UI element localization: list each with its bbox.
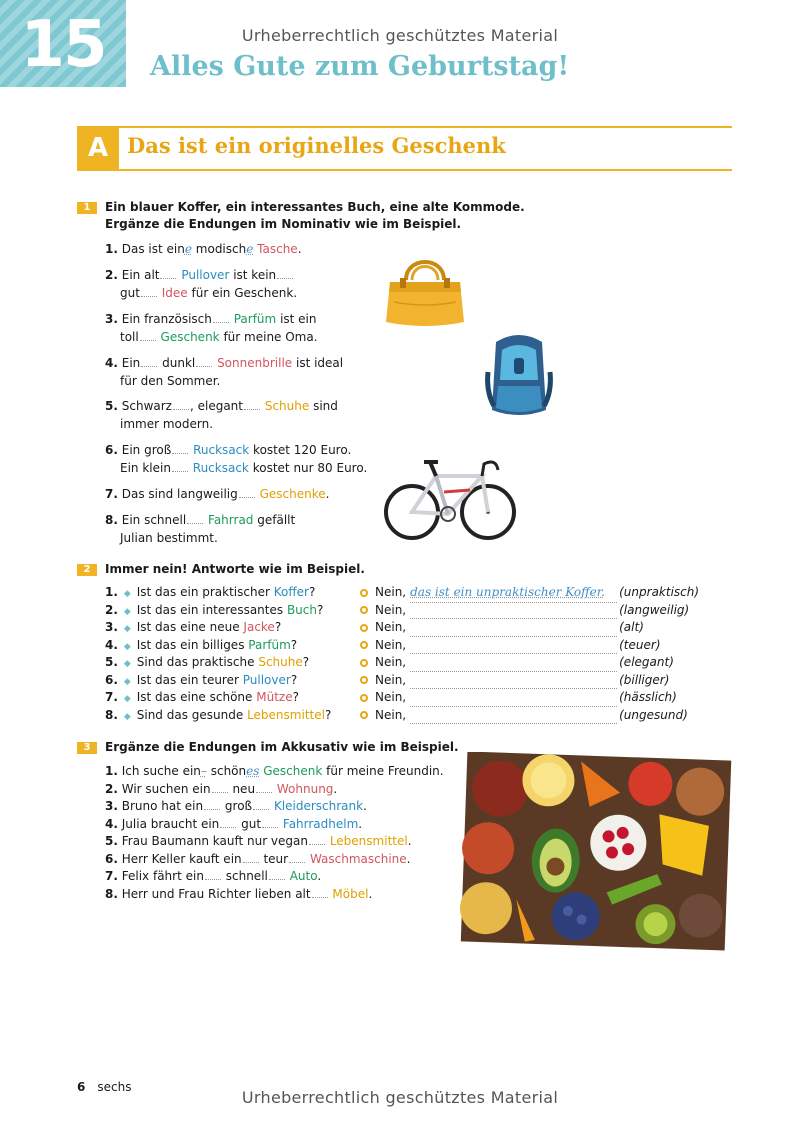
item-text: für meine Freundin. (326, 764, 444, 778)
ending-gap[interactable] (141, 287, 157, 297)
circle-bullet-icon (360, 659, 368, 667)
section-title: Das ist ein originelles Geschenk (127, 133, 506, 158)
item-text: . (358, 816, 363, 831)
item-text: gut (120, 286, 140, 300)
item-number: 2. (105, 781, 118, 796)
item-text: kostet 120 Euro. (253, 443, 352, 457)
item-text: . (406, 851, 411, 866)
exercise-1-number: 1 (77, 202, 97, 214)
question-text: Ist das ein teurer (136, 672, 239, 687)
ending-gap[interactable] (220, 818, 236, 828)
answer-hint: (elegant) (619, 655, 674, 669)
watermark-bottom: Urheberrechtlich geschütztes Material (241, 1088, 559, 1107)
item-noun: Auto (289, 869, 318, 883)
item-text: für meine Oma. (223, 330, 318, 344)
item-number: 3. (105, 312, 118, 326)
item-text: Frau Baumann kauft nur vegan (121, 834, 308, 848)
ending-gap[interactable] (141, 357, 157, 367)
row-number: 5. (105, 655, 118, 669)
question-noun: Buch (286, 602, 317, 617)
circle-bullet-icon (360, 694, 368, 702)
row-number: 6. (105, 672, 118, 687)
item-text: Herr Keller kauft ein (121, 851, 242, 866)
exercise-1-heading (105, 199, 525, 233)
item-text: Felix fährt ein (121, 869, 204, 883)
answer-line[interactable] (410, 607, 617, 619)
item-text: Schwarz (121, 399, 172, 413)
backpack-image (484, 332, 554, 418)
item-text: . (325, 487, 330, 501)
item-text: für ein Geschenk. (191, 286, 298, 300)
food-photo (458, 752, 734, 952)
section-rule-bottom (77, 169, 732, 171)
diamond-bullet-icon: ◆ (123, 659, 131, 669)
circle-bullet-icon (360, 676, 368, 684)
ending-gap[interactable] (213, 313, 229, 323)
ending-gap[interactable] (239, 488, 255, 498)
question-row: 2. ◆ Ist das ein interessantes Buch? (105, 602, 323, 622)
ending-gap[interactable] (256, 783, 272, 793)
exercise-2-heading: Immer nein! Antworte wie im Beispiel. (105, 562, 365, 576)
item-number: 6. (105, 443, 118, 457)
item-number: 5. (105, 834, 118, 848)
question-row: 1. ◆ Ist das ein praktischer Koffer? (105, 584, 315, 604)
answer-line[interactable] (410, 660, 617, 672)
question-row: 6. ◆ Ist das ein teurer Pullover? (105, 672, 297, 692)
item-noun: Möbel (332, 886, 369, 901)
item-text: . (297, 242, 302, 256)
answer-prefix: Nein, (375, 620, 407, 634)
answer-hint: (langweilig) (619, 602, 690, 617)
item-number: 5. (105, 399, 118, 413)
row-number: 8. (105, 707, 118, 722)
example-fill[interactable]: – (200, 764, 207, 778)
ex3-item-3 (105, 797, 367, 815)
question-row: 3. ◆ Ist das eine neue Jacke? (105, 619, 281, 639)
answer-hint: (billiger) (619, 672, 670, 687)
item-text: Wir suchen ein (121, 781, 211, 796)
item-number: 3. (105, 799, 118, 813)
item-noun: Geschenk (160, 330, 220, 344)
question-text: Ist das eine neue (136, 620, 240, 634)
bicycle-image (384, 452, 516, 544)
item-text: . (407, 834, 412, 848)
item-number: 8. (105, 886, 118, 901)
ex1-item-5 (105, 397, 338, 433)
item-text: für den Sommer. (120, 374, 221, 388)
ending-gap[interactable] (160, 269, 176, 279)
item-text: ist kein (233, 268, 277, 282)
item-text: Ein alt (121, 268, 160, 282)
item-noun: Tasche (257, 242, 298, 256)
item-noun: Lebensmittel (329, 834, 408, 848)
item-text: Ein französisch (121, 312, 212, 326)
question-noun: Parfüm (248, 637, 291, 652)
ending-gap[interactable] (172, 462, 188, 472)
item-text: , elegant (189, 399, 243, 413)
exercise-3-heading: Ergänze die Endungen im Akkusativ wie im Beispiel. (105, 740, 459, 754)
watermark-top: Urheberrechtlich geschütztes Material (241, 26, 559, 45)
row-number: 1. (105, 585, 118, 599)
item-noun: Waschmaschine (309, 851, 407, 866)
item-text: . (368, 886, 373, 901)
item-text: Bruno hat ein (121, 799, 204, 813)
circle-bullet-icon (360, 589, 368, 597)
diamond-bullet-icon: ◆ (123, 711, 131, 722)
ending-gap[interactable] (289, 853, 305, 863)
ex3-item-2 (105, 780, 337, 798)
question-text: Sind das gesunde (136, 707, 244, 722)
diamond-bullet-icon: ◆ (123, 641, 131, 652)
item-text: Herr und Frau Richter lieben alt (121, 886, 311, 901)
ex1-item-6 (105, 441, 367, 477)
answer-row (360, 619, 644, 637)
item-number: 1. (105, 764, 118, 778)
ex1-item-7 (105, 485, 329, 503)
item-text: Das sind langweilig (121, 487, 238, 501)
ending-gap[interactable] (140, 331, 156, 341)
chapter-number: 15 (20, 8, 106, 82)
ex1-item-2 (105, 266, 297, 302)
circle-bullet-icon (360, 711, 368, 719)
item-text: modisch (195, 242, 247, 256)
example-answer[interactable]: das ist ein unpraktischer Koffer. (410, 584, 617, 603)
item-text: . (363, 799, 367, 813)
item-text: ist ideal (295, 356, 344, 370)
example-fill[interactable]: e (246, 242, 254, 256)
item-text: Julia braucht ein (121, 816, 220, 831)
row-number: 4. (105, 637, 118, 652)
answer-prefix: Nein, (375, 637, 407, 652)
answer-hint: (hässlich) (619, 690, 677, 704)
item-noun: Geschenk (263, 764, 323, 778)
example-fill[interactable]: es (246, 764, 260, 778)
row-number: 2. (105, 602, 118, 617)
answer-prefix: Nein, (375, 707, 407, 722)
question-text: Ist das eine schöne (136, 690, 253, 704)
item-noun: Rucksack (192, 461, 249, 475)
item-noun: Fahrrad (208, 513, 254, 527)
section-rule-top (77, 126, 732, 128)
ex3-item-6 (105, 850, 411, 868)
ending-gap[interactable] (244, 400, 260, 410)
ex1-item-4 (105, 354, 343, 390)
answer-hint: (ungesund) (619, 707, 688, 722)
item-noun: Kleiderschrank (273, 799, 364, 813)
diamond-bullet-icon: ◆ (123, 589, 131, 599)
ex3-item-8 (105, 885, 372, 903)
answer-row (360, 637, 661, 655)
answer-row (360, 672, 669, 690)
item-text: schön (210, 764, 247, 778)
ending-gap[interactable] (204, 800, 220, 810)
question-text: Ist das ein interessantes (136, 602, 284, 617)
ex3-item-1 (105, 762, 444, 780)
ex1-item-3 (105, 310, 318, 346)
item-text: ist ein (280, 312, 317, 326)
exercise-1-heading-line2: Ergänze die Endungen im Nominativ wie im Beispiel. (105, 217, 462, 231)
answer-line[interactable] (410, 695, 617, 707)
answer-row (360, 707, 688, 725)
answer-prefix: Nein, (375, 690, 407, 704)
answer-row (360, 602, 689, 620)
ending-gap[interactable] (243, 853, 259, 863)
circle-bullet-icon (360, 624, 368, 632)
item-noun: Rucksack (193, 443, 250, 457)
exercise-2-number: 2 (77, 564, 97, 576)
ending-gap[interactable] (262, 818, 278, 828)
question-noun: Mütze (256, 690, 293, 704)
question-noun: Koffer (273, 585, 309, 599)
item-number: 6. (105, 851, 118, 866)
circle-bullet-icon (360, 641, 368, 649)
item-text: immer modern. (120, 417, 214, 431)
item-number: 7. (105, 869, 118, 883)
item-text: Ein klein (120, 461, 171, 475)
ex1-item-8 (105, 511, 295, 547)
item-text: Ein (121, 356, 141, 370)
handbag-image (384, 250, 466, 330)
diamond-bullet-icon: ◆ (123, 606, 131, 617)
section-letter: A (77, 127, 119, 169)
ending-gap[interactable] (196, 357, 212, 367)
ending-gap[interactable] (212, 783, 228, 793)
ending-gap[interactable] (187, 514, 203, 524)
question-text: Ist das ein praktischer (136, 585, 270, 599)
item-number: 1. (105, 242, 118, 256)
question-text: Sind das praktische (136, 655, 255, 669)
item-text: schnell (225, 869, 268, 883)
question-row: 5. ◆ Sind das praktische Schuhe? (105, 654, 309, 674)
row-number: 7. (105, 690, 118, 704)
ending-gap[interactable] (205, 870, 221, 880)
answer-row (360, 654, 674, 672)
item-text: Ein schnell (121, 513, 187, 527)
item-text: . (333, 781, 338, 796)
chapter-number-box (0, 0, 126, 87)
diamond-bullet-icon: ◆ (123, 624, 131, 634)
circle-bullet-icon (360, 606, 368, 614)
question-text: Ist das ein billiges (136, 637, 245, 652)
exercise-3-number: 3 (77, 742, 97, 754)
item-noun: Schuhe (264, 399, 310, 413)
question-row: 7. ◆ Ist das eine schöne Mütze? (105, 689, 299, 709)
item-noun: Idee (161, 286, 188, 300)
question-row: 8. ◆ Sind das gesunde Lebensmittel? (105, 707, 331, 727)
answer-prefix: Nein, (375, 585, 407, 599)
question-noun: Lebensmittel (247, 707, 325, 722)
item-text: sind (313, 399, 338, 413)
row-number: 3. (105, 620, 118, 634)
item-noun: Wohnung (276, 781, 334, 796)
item-text: Ich suche ein (121, 764, 201, 778)
item-text: dunkl (162, 356, 196, 370)
item-text: . (317, 869, 322, 883)
page-number: 6 (77, 1080, 86, 1094)
ex3-item-7 (105, 867, 321, 885)
item-noun: Parfüm (233, 312, 277, 326)
answer-line[interactable] (410, 625, 617, 637)
ending-gap[interactable] (172, 444, 188, 454)
ending-gap[interactable] (269, 870, 285, 880)
item-text: Julian bestimmt. (120, 531, 218, 545)
item-text: gefällt (257, 513, 296, 527)
item-text: teur (263, 851, 289, 866)
example-fill[interactable]: e (184, 242, 192, 256)
item-number: 4. (105, 356, 118, 370)
item-text: gut (241, 816, 262, 831)
item-number: 4. (105, 816, 118, 831)
diamond-bullet-icon: ◆ (123, 676, 131, 687)
item-text: toll (120, 330, 139, 344)
answer-prefix: Nein, (375, 602, 407, 617)
answer-hint: (teuer) (619, 637, 661, 652)
page-title: Alles Gute zum Geburtstag! (150, 51, 570, 82)
answer-line[interactable] (410, 642, 617, 654)
item-noun: Pullover (181, 268, 230, 282)
answer-prefix: Nein, (375, 672, 407, 687)
ex3-item-4 (105, 815, 362, 833)
answer-line[interactable] (410, 712, 617, 724)
ending-gap[interactable] (309, 835, 325, 845)
answer-hint: (unpraktisch) (619, 585, 700, 599)
item-text: groß (224, 799, 253, 813)
item-noun: Sonnenbrille (217, 356, 293, 370)
item-text: kostet nur 80 Euro. (252, 461, 368, 475)
item-number: 7. (105, 487, 118, 501)
item-text: neu (232, 781, 256, 796)
question-noun: Pullover (242, 672, 291, 687)
answer-prefix: Nein, (375, 655, 407, 669)
ending-gap[interactable] (253, 800, 269, 810)
ending-gap[interactable] (277, 269, 293, 279)
answer-row (360, 689, 677, 707)
question-noun: Schuhe (258, 655, 303, 669)
item-noun: Geschenke (259, 487, 326, 501)
item-text: Das ist ein (121, 242, 185, 256)
item-number: 2. (105, 268, 118, 282)
diamond-bullet-icon: ◆ (123, 694, 131, 704)
question-noun: Jacke (243, 620, 275, 634)
item-number: 8. (105, 513, 118, 527)
ending-gap[interactable] (312, 888, 328, 898)
answer-line[interactable] (410, 677, 617, 689)
ex1-item-1 (105, 240, 302, 258)
ex3-item-5 (105, 832, 412, 850)
answer-row (360, 584, 699, 603)
item-noun: Fahrradhelm (282, 816, 359, 831)
answer-hint: (alt) (619, 620, 644, 634)
item-text: Ein groß (121, 443, 172, 457)
page-number-word: sechs (97, 1080, 132, 1094)
exercise-1-heading-line1: Ein blauer Koffer, ein interessantes Buch, eine alte Kommode. (105, 200, 525, 214)
ending-gap[interactable] (173, 400, 189, 410)
question-row: 4. ◆ Ist das ein billiges Parfüm? (105, 637, 297, 657)
